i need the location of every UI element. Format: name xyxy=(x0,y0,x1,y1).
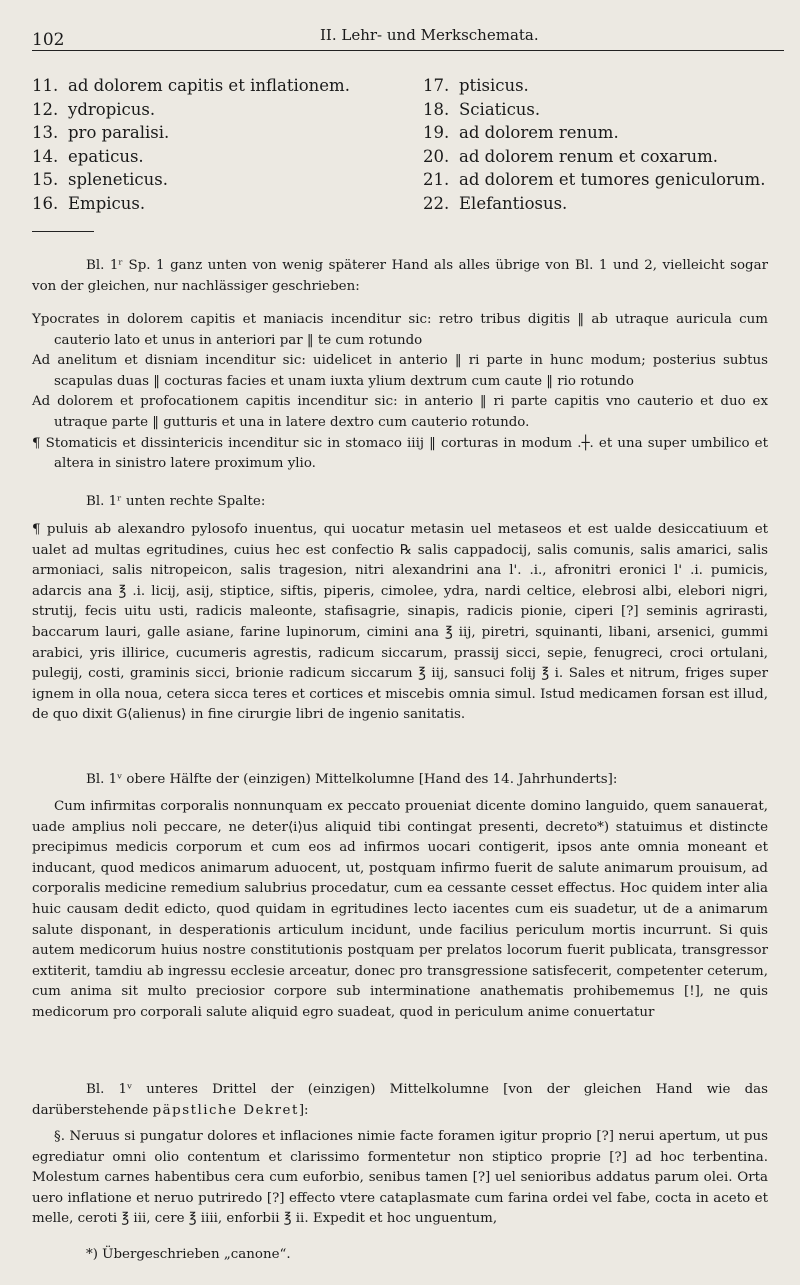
list-item: 19. ad dolorem renum. xyxy=(423,123,619,142)
editorial-note: Bl. 1ʳ Sp. 1 ganz unten von wenig späterer Hand als alles übrige von Bl. 1 und 2, vielleicht sogar von der gleichen, nur nachlässiger geschrieben: xyxy=(32,258,768,294)
page-number: 102 xyxy=(32,30,65,50)
numbered-list-right xyxy=(423,74,765,215)
list-item: 18. Sciaticus. xyxy=(423,99,541,119)
list-item: 14. epaticus. xyxy=(32,146,144,166)
recipe-paragraph: Ad dolorem et profocationem capitis incenditur sic: in anterio ‖ ri parte capitis vno cauterio et duo ex utraque parte ‖ gutturis et una in latere dextro cum cauterio rotundo. xyxy=(32,394,768,430)
running-head: II. Lehr- und Merkschemata. xyxy=(320,26,539,44)
footnote: *) Übergeschrieben „canone“. xyxy=(86,1247,291,1262)
list-item: 20. ad dolorem renum et coxarum. xyxy=(423,146,719,166)
editorial-note: Bl. 1ᵛ unteres Drittel der (einzigen) Mittelkolumne [von der gleichen Hand wie das darüberstehende päpstliche Dekret]: xyxy=(32,1082,768,1118)
numbered-list-left xyxy=(32,74,350,215)
editorial-note: Bl. 1ʳ unten rechte Spalte: xyxy=(86,494,266,509)
list-item: 12. ydropicus. xyxy=(32,99,156,119)
list-item: 17. ptisicus. xyxy=(423,76,529,95)
list-item: 21. ad dolorem et tumores geniculorum. xyxy=(423,170,766,189)
list-item: 13. pro paralisi. xyxy=(32,123,170,142)
recipe-paragraph: Ypocrates in dolorem capitis et maniacis incenditur sic: retro tribus digitis ‖ ab utraque auricula cum cauterio lato et unus in anteriori par ‖ te cum rotundo xyxy=(32,312,768,348)
list-item: 22. Elefantiosus. xyxy=(423,193,568,213)
recipe-paragraph: §. Neruus si pungatur dolores et inflaciones nimie facte foramen igitur proprio [?] nerui apertum, ut pus egrediatur omni olio contentum et clarissimo formentetur non stiptico proprie [?] ad hoc terbentina. Molestum carnes habentibus cera cum euforbio, senibus tamen [?] uel senioribus addatus parum olei. Orta uero inflatione et neruo putriredo [?] effecto vtere cataplasmate cum farina ordei vel fabe, cocta in aceto et melle, ceroti ℥ iii, cere ℥ iiii, enforbii ℥ ii. Expedit et hoc unguentum, xyxy=(32,1129,768,1227)
recipe-paragraph: ¶ Stomaticis et dissintericis incenditur sic in stomaco iiij ‖ corturas in modum .┼. et una super umbilico et altera in sinistro latere proximum ylio. xyxy=(32,435,768,472)
recipe-paragraph: ¶ puluis ab alexandro pylosofo inuentus, qui uocatur metasin uel metaseos et est ualde desiccatiuum et ualet ad multas egritudines, cuius hec est confectio ℞ salis cappadocij, salis comunis, salis amarici, salis armoniaci, salis nitropeicon, salis tragesion, nitri alexandrini ana l'. .i., afronitri eronici l' .i. pumicis, adarcis ana ℥ .i. licij, asij, stiptice, siftis, piperis, cimolee, ydra, nardi celtice, elebrosi albi, elebori nigri, strutij, fecis uitu usti, radicis maleonte, stafisagrie, sinapis, radicis pionie, ciperi [?] seminis agrirasti, baccarum lauri, galle asiane, farine lupinorum, cimini ana ℥ iij, piretri, squinanti, libani, arsenici, gummi arabici, yris illirice, cucumeris agrestis, radicum siccarum, prassij sicci, sepie, fenugreci, croci ortulani, pulegij, costi, graminis sicci, brionie radicum siccarum ℥ iij, sansuci folij ℥ i. Sales et nitrum, friges super ignem in olla noua, cetera sicca teres et cortices et miscebis omnia simul. Istud medicamen forsan est illud, de quo dixit G⟨alienus⟩ in fine cirurgie libri de ingenio sanitatis. xyxy=(32,522,768,723)
recipe-block xyxy=(32,310,768,475)
list-item: 16. Empicus. xyxy=(32,193,146,213)
list-item: 15. spleneticus. xyxy=(32,170,168,189)
decree-paragraph: Cum infirmitas corporalis nonnunquam ex peccato proueniat dicente domino languido, quem sanauerat, uade amplius noli peccare, ne deter⟨i⟩us aliquid tibi contingat presenti, decreto*) statuimus et distincte precipimus medicis corporum et cum eos ad infirmos uocari contigerit, ipsos ante omnia moneant et inducant, quod medicos animarum aduocent, ut, postquam infirmo fuerit de salute animarum prouisum, ad corporalis medicine remedium salubrius procedatur, cum ea cessante cesset effectus. Hoc quidem inter alia huic causam dedit edicto, quod quidam in egritudines lecto iacentes cum eis suadetur, ut de a animarum salute disponant, in desperationis articulum incidunt, unde facilius periculum mortis incurrunt. Si quis autem medicorum huius nostre constitutionis postquam per prelatos locorum fuerit publicata, transgressor extiterit, tamdiu ab ingressu ecclesie arceatur, donec pro transgressione satisfecerit, competenter ceterum, cum anima sit multo preciosior corpore sub interminatione anathematis prohibememus [!], ne quis medicorum pro corporali salute aliquid egro suadeat, quod in periculum anime conuertatur xyxy=(32,799,768,1020)
editorial-note: Bl. 1ᵛ obere Hälfte der (einzigen) Mittelkolumne [Hand des 14. Jahrhunderts]: xyxy=(86,772,618,787)
recipe-paragraph: Ad anelitum et disniam incenditur sic: uidelicet in anterio ‖ ri parte in hunc modum; posterius subtus scapulas duas ‖ cocturas facies et unam iuxta ylium dextrum cum caute ‖ rio rotundo xyxy=(32,353,768,389)
list-item: 11. ad dolorem capitis et inflationem. xyxy=(32,76,350,95)
section-divider xyxy=(32,231,94,232)
page-header xyxy=(32,24,784,51)
